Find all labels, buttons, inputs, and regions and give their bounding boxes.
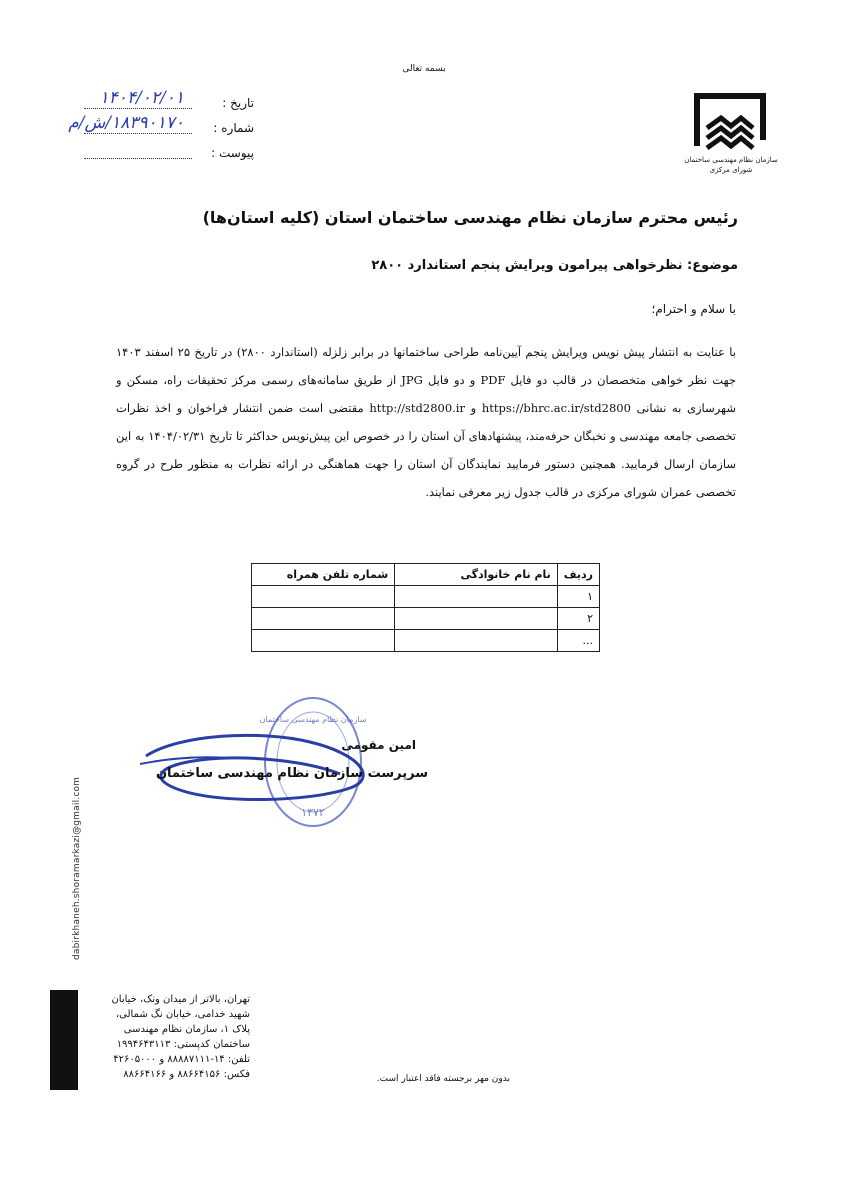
letter-body: با عنایت به انتشار پیش نویس ویرایش پنجم آیین‌نامه طراحی ساختمانها در برابر زلزله (استاندارد ۲۸۰۰) در تاریخ ۲۵ اسفند ۱۴۰۳ جهت نظر خواهی متخصصان در قالب دو فایل PDF و دو فایل JPG از طریق سامانه‌های رسمی مرکز تحقیقات راه، مسکن و شهرسازی به نشانی https://bhrc.ac.ir/std2800 و http://std2800.ir مقتضی است ضمن انتشار فراخوان و اخذ نظرات تخصصی جامعه مهندسی و نخبگان حرفه‌مند، پیشنهادهای آن استان را در خصوص این پیش‌نویس حداکثر تا تاریخ ۱۴۰۴/۰۲/۳۱ به این سازمان ارسال فرمایید. همچنین دستور فرمایید نمایندگان آن استان را جهت هماهنگی در ارائه نظرات به منظور طرح در گروه تخصصی عمران شورای مرکزی در قالب جدول زیر معرفی نمایند. (116, 345, 737, 499)
number-label: شماره : (213, 121, 254, 135)
footer-note: بدون مهر برجسته فاقد اعتبار است. (376, 1074, 510, 1084)
table-cell-row-number: ... (557, 630, 599, 652)
bismillah-text: بسمه تعالی (402, 64, 446, 74)
letter-meta (68, 88, 254, 167)
address-line: ساختمان کدپستی: ۱۹۹۴۶۴۳۱۱۳ (116, 1039, 250, 1050)
date-dots (84, 108, 192, 109)
table-cell-full-name (395, 608, 558, 630)
table-row (252, 608, 600, 630)
recipient-heading: رئیس محترم سازمان نظام مهندسی ساختمان استان (کلیه استان‌ها) (202, 208, 738, 227)
table-cell-mobile (252, 608, 395, 630)
signatory-name: امین مقومی (341, 738, 416, 752)
number-dots (84, 133, 192, 134)
address-line: پلاک ۱، سازمان نظام مهندسی (123, 1024, 250, 1035)
date-value: ۱۴۰۴/۰۲/۰۱ (99, 88, 184, 108)
table-cell-full-name (395, 630, 558, 652)
table-row (252, 630, 600, 652)
subject-line: موضوع: نظرخواهی پیرامون ویرایش پنجم استاندارد ۲۸۰۰ (371, 258, 738, 273)
column-header-row-number: ردیف (557, 564, 599, 586)
table-cell-row-number: ۱ (557, 586, 599, 608)
table-row (252, 586, 600, 608)
table-cell-full-name (395, 586, 558, 608)
table-cell-mobile (252, 586, 395, 608)
footer-bar (50, 990, 78, 1090)
side-email: dabirkhaneh.shoramarkazi@gmail.com (72, 776, 82, 960)
organization-logo (683, 84, 779, 184)
representatives-table (251, 563, 600, 652)
logo-emblem-icon (683, 84, 779, 154)
seal-year: ۱۳۷۲ (301, 806, 325, 819)
address-line: شهید خدامی، خیابان نگ شمالی، (115, 1009, 250, 1020)
number-row (68, 113, 254, 142)
address-line: فکس: ۸۸۶۶۴۱۵۶ و ۸۸۶۶۴۱۶۶ (123, 1069, 250, 1080)
address-line: تهران، بالاتر از میدان ونک، خیابان (111, 994, 250, 1005)
table-cell-row-number: ۲ (557, 608, 599, 630)
greeting: با سلام و احترام؛ (651, 302, 736, 316)
table-cell-mobile (252, 630, 395, 652)
table-header-row (252, 564, 600, 586)
attachment-row (84, 142, 254, 167)
signatory-title: سرپرست سازمان نظام مهندسی ساختمان (155, 766, 428, 781)
number-value: ۱۸۳۹۰۱۷۰/ش/م (68, 113, 184, 133)
column-header-full-name: نام نام خانوادگی (395, 564, 558, 586)
address-line: تلفن: ۱۴-۸۸۸۸۷۱۱۱ و ۴۲۶۰۵۰۰۰ (113, 1054, 250, 1065)
logo-caption-org: سازمان نظام مهندسی ساختمان (684, 156, 778, 164)
date-label: تاریخ : (222, 96, 254, 110)
attachment-dots (84, 158, 192, 159)
footer-address (90, 992, 250, 1082)
attachment-label: پیوست : (211, 146, 254, 160)
logo-caption-council: شورای مرکزی (709, 166, 753, 174)
seal-text: سازمان نظام مهندسی ساختمان (259, 715, 367, 724)
column-header-mobile: شماره تلفن همراه (252, 564, 395, 586)
